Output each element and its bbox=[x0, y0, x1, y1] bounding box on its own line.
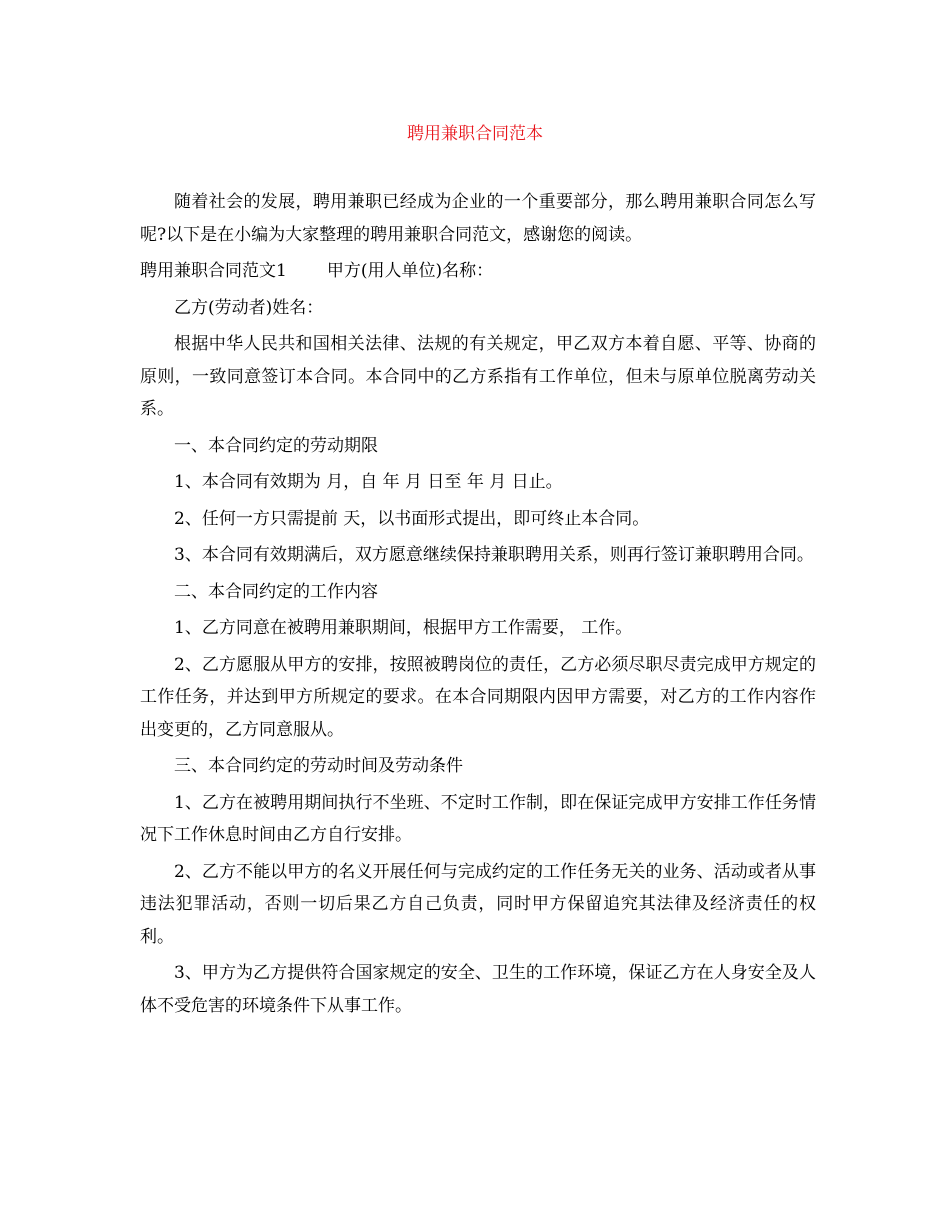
clause-paragraph: 1、本合同有效期为 月，自 年 月 日至 年 月 日止。 bbox=[174, 472, 563, 492]
clause-paragraph: 2、乙方不能以甲方的名义开展任何与完成约定的工作任务无关的业务、活动或者从事违法犯罪活动，否则一切后果乙方自己负责，同时甲方保留追究其法律及经济责任的权利。 bbox=[140, 861, 816, 947]
clause-paragraph: 3、本合同有效期满后，双方愿意继续保持兼职聘用关系，则再行签订兼职聘用合同。 bbox=[174, 545, 814, 565]
document-title: 聘用兼职合同范本 bbox=[407, 124, 543, 144]
sample-heading: 聘用兼职合同范文1 bbox=[140, 261, 287, 281]
section-heading: 三、本合同约定的劳动时间及劳动条件 bbox=[174, 756, 463, 776]
clause-paragraph: 2、任何一方只需提前 天，以书面形式提出，即可终止本合同。 bbox=[174, 508, 650, 529]
preamble-paragraph: 根据中华人民共和国相关法律、法规的有关规定，甲乙双方本着自愿、平等、协商的原则，一致同意签订本合同。本合同中的乙方系指有工作单位，但未与原单位脱离劳动关系。 bbox=[140, 334, 816, 419]
sample-heading-line bbox=[140, 255, 816, 288]
intro-paragraph: 随着社会的发展，聘用兼职已经成为企业的一个重要部分，那么聘用兼职合同怎么写呢?以下是在小编为大家整理的聘用兼职合同范文，感谢您的阅读。 bbox=[140, 192, 816, 245]
party-b-name-field: 乙方(劳动者)姓名： bbox=[174, 297, 324, 318]
party-a-name-field: 甲方(用人单位)名称： bbox=[326, 261, 494, 281]
section-heading: 一、本合同约定的劳动期限 bbox=[174, 435, 378, 456]
clause-paragraph: 1、乙方同意在被聘用兼职期间，根据甲方工作需要， 工作。 bbox=[174, 618, 633, 638]
section-heading: 二、本合同约定的工作内容 bbox=[174, 581, 378, 602]
clause-paragraph: 3、甲方为乙方提供符合国家规定的安全、卫生的工作环境，保证乙方在人身安全及人体不受危害的环境条件下从事工作。 bbox=[140, 963, 816, 1016]
document-body bbox=[140, 186, 816, 1026]
clause-paragraph: 2、乙方愿服从甲方的安排，按照被聘岗位的责任，乙方必须尽职尽责完成甲方规定的工作任务，并达到甲方所规定的要求。在本合同期限内因甲方需要，对乙方的工作内容作出变更的，乙方同意服从。 bbox=[140, 654, 816, 740]
clause-paragraph: 1、乙方在被聘用期间执行不坐班、不定时工作制，即在保证完成甲方安排工作任务情况下工作休息时间由乙方自行安排。 bbox=[140, 792, 816, 845]
